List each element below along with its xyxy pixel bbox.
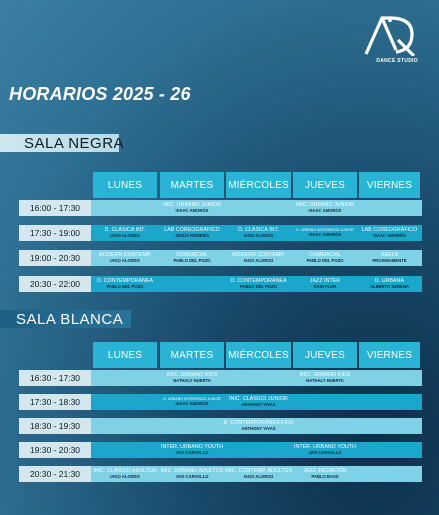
time-slot: 20:30 - 22:00 xyxy=(19,276,91,292)
teacher-name: DANI FLOR xyxy=(313,284,337,289)
teacher-name: IAGO ALONSO xyxy=(243,233,274,238)
time-slot: 18:30 - 19:30 xyxy=(19,418,91,434)
class-name: INIC. CONTEMP. ADULTOS xyxy=(224,467,293,474)
class-name: LAB COREOGRÁFICO xyxy=(164,226,220,233)
class-cell xyxy=(293,442,357,458)
class-name: INTER. URBANO YOUTH xyxy=(160,443,224,450)
class-cell xyxy=(293,370,357,386)
class-cell xyxy=(160,250,224,266)
sala-blanca-label: SALA BLANCA xyxy=(16,311,124,328)
teacher-name: ANTHONY VIVAS xyxy=(241,426,276,431)
class-cell xyxy=(223,418,294,434)
sala_negra-day-header: MIÉRCOLES xyxy=(226,172,291,198)
class-cell xyxy=(93,225,157,241)
class-name: D. CONTEMPORÁNEA xyxy=(96,277,154,284)
class-name: INIC. CLÁSICO JUNIOR xyxy=(229,395,288,402)
teacher-name: PABLO DEL POZO xyxy=(240,284,277,289)
class-name: COMERCIAL xyxy=(309,251,341,258)
class-cell xyxy=(160,200,224,216)
sala_negra-day-header: JUEVES xyxy=(293,172,357,198)
class-name: LAB COREOGRÁFICO xyxy=(361,226,418,233)
class-cell xyxy=(160,370,224,386)
teacher-name: JAVI CARVALLO xyxy=(175,474,209,479)
sala-negra-label: SALA NEGRA xyxy=(24,135,125,152)
teacher-name: IAGO ALONSO xyxy=(110,258,140,263)
class-name: COMERCIAL xyxy=(176,251,208,258)
class-name: D. URBANO INTERMEDIO JUNIOR xyxy=(163,396,221,401)
time-slot: 19:00 - 20:30 xyxy=(19,250,91,266)
class-name: D. CLÁSICA INT. xyxy=(238,226,279,233)
class-cell xyxy=(226,276,291,292)
class-cell xyxy=(226,225,291,241)
logo xyxy=(360,14,418,64)
class-cell xyxy=(226,250,291,266)
teacher-name: IAGO ALONSO xyxy=(110,233,140,238)
teacher-name: IAGO ALONSO xyxy=(243,474,274,479)
class-name: JAZZ INTER xyxy=(309,277,341,284)
teacher-name: JESÚS ROMERO xyxy=(175,233,209,238)
teacher-name: IAGO ALONSO xyxy=(243,258,274,263)
class-name: D. CONTEMPORÁNEA xyxy=(230,277,287,284)
time-slot: 19:30 - 20:30 xyxy=(19,442,91,458)
teacher-name: JAVI CARVALLO xyxy=(175,450,209,455)
class-cell xyxy=(160,442,224,458)
class-cell xyxy=(359,225,420,241)
class-name: INIC. CLÁSICO ADULTOS xyxy=(93,467,157,474)
teacher-name: NATHALY HUERTA xyxy=(306,378,344,383)
class-cell xyxy=(293,466,357,482)
table-row xyxy=(91,200,422,216)
sala_blanca-day-header: MARTES xyxy=(160,342,224,368)
class-cell xyxy=(93,276,157,292)
teacher-name: JAVI CARVALLO xyxy=(308,450,342,455)
class-name: D. URBANA xyxy=(374,277,405,284)
time-slot: 20:30 - 21:30 xyxy=(19,466,91,482)
class-cell xyxy=(160,225,224,241)
logo-subtitle: DANCE STUDIO xyxy=(376,58,418,64)
class-name: MODERN CONTEMP. xyxy=(232,251,285,258)
sala_blanca-day-header: VIERNES xyxy=(359,342,420,368)
page-title: HORARIOS 2025 - 26 xyxy=(9,84,191,104)
class-cell xyxy=(293,250,357,266)
sala_negra-day-header: MARTES xyxy=(160,172,224,198)
teacher-name: PABLO BASS xyxy=(311,474,339,479)
time-slot: 16:30 - 17:30 xyxy=(19,370,91,386)
table-row xyxy=(91,370,422,386)
teacher-name: PROXIMAMENTE xyxy=(372,258,407,263)
class-name: INIC. URBANO KIDS xyxy=(166,371,218,378)
class-name: HEELS xyxy=(380,251,399,258)
class-name: JAZZ INICIACIÓN xyxy=(303,467,347,474)
sala_negra-day-header: VIERNES xyxy=(359,172,420,198)
time-slot: 16:00 - 17:30 xyxy=(19,200,91,216)
class-name: D. CLÁSICA INT. xyxy=(104,226,146,233)
class-name: INIC. URBANO KIDS xyxy=(299,371,351,378)
teacher-name: ANTHONY VIVAS xyxy=(241,402,276,407)
class-cell xyxy=(160,466,224,482)
teacher-name: ISAAC AMORÓS xyxy=(308,232,342,238)
teacher-name: PABLO DEL POZO xyxy=(306,258,344,263)
class-cell xyxy=(93,466,157,482)
class-cell xyxy=(226,394,291,410)
sala_blanca-day-header: MIÉRCOLES xyxy=(226,342,291,368)
teacher-name: ALBERTO SERENA xyxy=(370,284,409,289)
teacher-name: ISAAC AMORÓS xyxy=(175,401,209,407)
teacher-name: PABLO DEL POZO xyxy=(173,258,211,263)
logo-mark-icon xyxy=(360,14,418,56)
class-cell xyxy=(160,394,224,410)
time-slot: 17:30 - 19:00 xyxy=(19,225,91,241)
class-cell xyxy=(226,466,291,482)
teacher-name: IAGO ALONSO xyxy=(110,474,140,479)
class-name: MODERN CONTEMP. xyxy=(98,251,152,258)
class-cell xyxy=(293,200,357,216)
class-name: INIC. URBANO JUNIOR xyxy=(295,201,355,208)
table-row xyxy=(91,442,422,458)
class-cell xyxy=(293,276,357,292)
time-slot: 17:30 - 18:30 xyxy=(19,394,91,410)
class-name: INIC. URBANO ADULTOS xyxy=(160,467,224,474)
sala_negra-day-header: LUNES xyxy=(93,172,157,198)
class-name: INTER. URBANO YOUTH xyxy=(293,443,357,450)
class-cell xyxy=(359,276,420,292)
teacher-name: ISAAC AMORÓS xyxy=(373,233,406,238)
class-cell xyxy=(293,225,357,241)
class-cell xyxy=(359,250,420,266)
class-name: D. URBANO INTERMEDIO JUNIOR xyxy=(296,227,354,232)
class-cell xyxy=(93,250,157,266)
teacher-name: NATHALY HUERTA xyxy=(173,378,211,383)
sala_blanca-day-header: JUEVES xyxy=(293,342,357,368)
teacher-name: ISAAC AMORÓS xyxy=(308,208,342,213)
sala_blanca-day-header: LUNES xyxy=(93,342,157,368)
class-name: D. CONTEMPORÁNEA KIDS xyxy=(223,419,294,426)
class-name: INIC. URBANO JUNIOR xyxy=(162,201,222,208)
teacher-name: ISAAC AMORÓS xyxy=(175,208,209,213)
teacher-name: PABLO DEL POZO xyxy=(106,284,144,289)
